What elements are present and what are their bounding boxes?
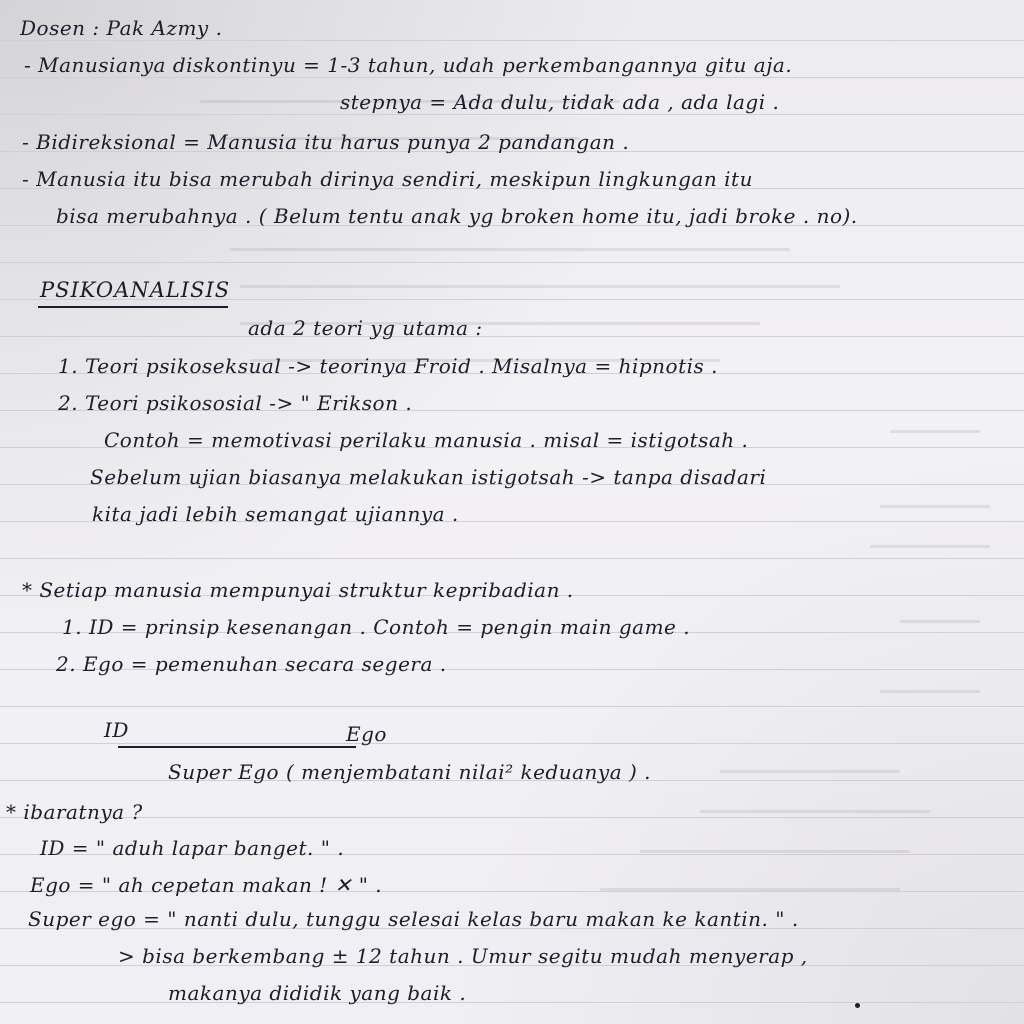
ruled-line xyxy=(0,706,1024,707)
ink-dot xyxy=(855,1003,860,1008)
section-heading: PSIKOANALISIS xyxy=(40,278,231,302)
note-line: Super ego = " nanti dulu, tunggu selesai kelas baru makan ke kantin. " . xyxy=(28,907,799,931)
diagram-ego-label: Ego xyxy=(346,722,387,746)
ruled-line xyxy=(0,558,1024,559)
ruled-line xyxy=(0,40,1024,41)
note-line: - Manusia itu bisa merubah dirinya sendiri, meskipun lingkungan itu xyxy=(22,167,753,191)
note-line: Ego = " ah cepetan makan ! ✕ " . xyxy=(30,873,383,897)
diagram-super-ego-label: Super Ego ( menjembatani nilai² keduanya ) . xyxy=(168,760,652,784)
note-line: bisa merubahnya . ( Belum tentu anak yg broken home itu, jadi broke . no). xyxy=(56,204,858,228)
note-line: kita jadi lebih semangat ujiannya . xyxy=(92,502,459,526)
note-line: ada 2 teori yg utama : xyxy=(248,316,483,340)
note-line: 2. Ego = pemenuhan secara segera . xyxy=(56,652,447,676)
note-line: > bisa berkembang ± 12 tahun . Umur segitu mudah menyerap , xyxy=(118,944,808,968)
diagram-id-label: ID xyxy=(104,718,129,742)
note-line: - Bidireksional = Manusia itu harus punya 2 pandangan . xyxy=(22,130,630,154)
ruled-line xyxy=(0,743,1024,744)
note-line: stepnya = Ada dulu, tidak ada , ada lagi . xyxy=(340,90,780,114)
ruled-line xyxy=(0,336,1024,337)
ruled-line xyxy=(0,77,1024,78)
note-line: ID = " aduh lapar banget. " . xyxy=(40,836,345,860)
note-line: 1. ID = prinsip kesenangan . Contoh = pengin main game . xyxy=(62,615,691,639)
ruled-line xyxy=(0,114,1024,115)
diagram-connector-line xyxy=(118,746,356,748)
note-line: makanya dididik yang baik . xyxy=(168,981,467,1005)
note-line: * ibaratnya ? xyxy=(6,800,143,824)
heading-underline xyxy=(38,306,228,308)
ruled-line xyxy=(0,1002,1024,1003)
note-line: - Manusianya diskontinyu = 1-3 tahun, udah perkembangannya gitu aja. xyxy=(24,53,793,77)
note-line: 1. Teori psikoseksual -> teorinya Froid . Misalnya = hipnotis . xyxy=(58,354,718,378)
ruled-line xyxy=(0,817,1024,818)
note-line: * Setiap manusia mempunyai struktur kepribadian . xyxy=(22,578,574,602)
note-line: Contoh = memotivasi perilaku manusia . misal = istigotsah . xyxy=(104,428,749,452)
note-line: Sebelum ujian biasanya melakukan istigotsah -> tanpa disadari xyxy=(90,465,767,489)
lecturer-line: Dosen : Pak Azmy . xyxy=(20,16,223,40)
note-line: 2. Teori psikososial -> " Erikson . xyxy=(58,391,413,415)
ruled-line xyxy=(0,262,1024,263)
